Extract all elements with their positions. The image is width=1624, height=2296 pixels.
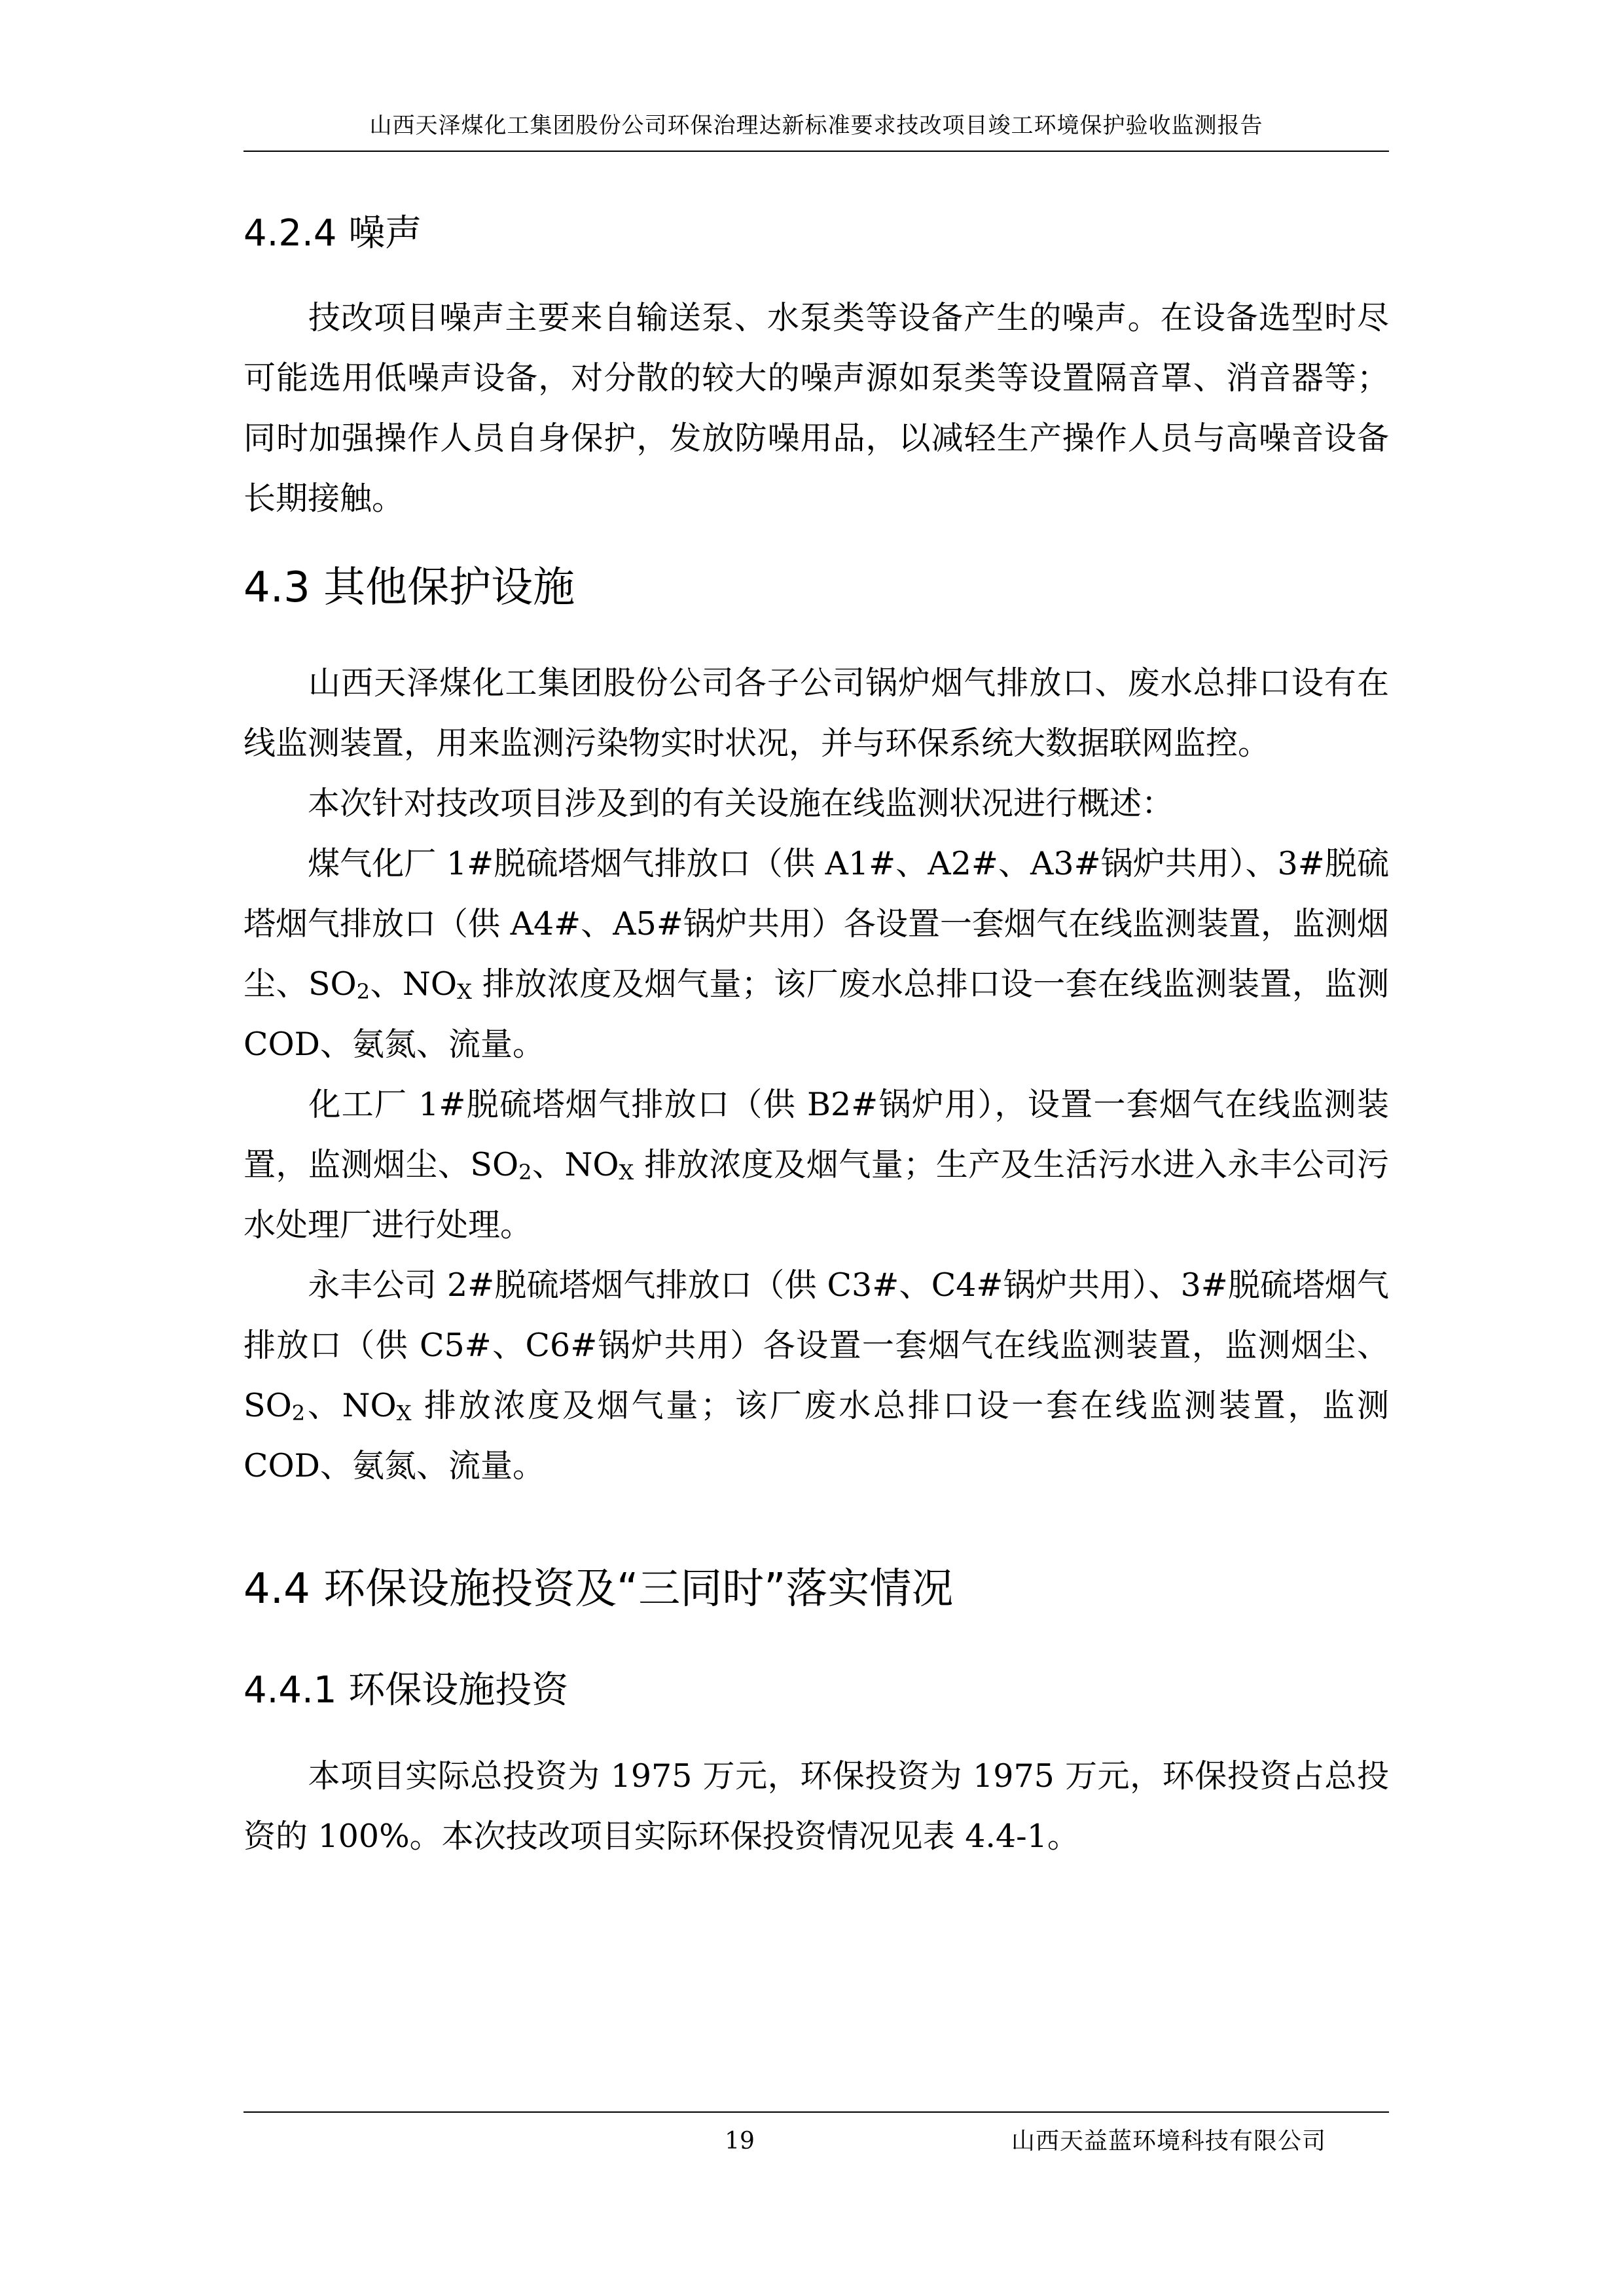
- footer-company: 山西天益蓝环境科技有限公司: [1011, 2128, 1327, 2155]
- paragraph-chemical-plant: 化工厂 1#脱硫塔烟气排放口（供 B2#锅炉用），设置一套烟气在线监测装置，监测烟尘、$SO_2$、$NO_X$ 排放浓度及烟气量；生产及生活污水进入永丰公司污水处理厂进行处理。: [244, 1086, 1390, 1244]
- heading-4-4: 4.4 环保设施投资及“三同时”落实情况: [244, 1565, 954, 1613]
- paragraph-gasification-plant: 煤气化厂 1#脱硫塔烟气排放口（供 A1#、A2#、A3#锅炉共用）、3#脱硫塔烟气排放口（供 A4#、A5#锅炉共用）各设置一套烟气在线监测装置，监测烟尘、$SO_2$、$NO_X$ 排放浓度及烟气量；该厂废水总排口设一套在线监测装置，监测 COD、氨氮、流量。: [244, 845, 1390, 1063]
- paragraph-investment: 本项目实际总投资为 1975 万元，环保投资为 1975 万元，环保投资占总投资的 100%。本次技改项目实际环保投资情况见表 4.4-1。: [244, 1757, 1389, 1855]
- page-number: 19: [725, 2128, 755, 2155]
- paragraph-overview-intro: 本次针对技改项目涉及到的有关设施在线监测状况进行概述：: [308, 785, 1174, 822]
- paragraph-noise: 技改项目噪声主要来自输送泵、水泵类等设备产生的噪声。在设备选型时尽可能选用低噪声设备，对分散的较大的噪声源如泵类等设置隔音罩、消音器等；同时加强操作人员自身保护，发放防噪用品，以减轻生产操作人员与高噪音设备长期接触。: [244, 299, 1389, 517]
- paragraph-online-monitoring: 山西天泽煤化工集团股份公司各子公司锅炉烟气排放口、废水总排口设有在线监测装置，用来监测污染物实时状况，并与环保系统大数据联网监控。: [244, 664, 1389, 762]
- paragraph-yongfeng-company: 永丰公司 2#脱硫塔烟气排放口（供 C3#、C4#锅炉共用）、3#脱硫塔烟气排放口（供 C5#、C6#锅炉共用）各设置一套烟气在线监测装置，监测烟尘、$SO_2$、$NO_X$ 排放浓度及烟气量；该厂废水总排口设一套在线监测装置，监测 COD、氨氮、流量。: [244, 1266, 1390, 1484]
- heading-4-4-1: 4.4.1 环保设施投资: [244, 1669, 569, 1712]
- heading-4-3: 4.3 其他保护设施: [244, 564, 575, 612]
- heading-4-2-4: 4.2.4 噪声: [244, 212, 422, 255]
- header-rule: [244, 151, 1389, 152]
- footer-rule: [244, 2111, 1389, 2113]
- running-header: 山西天泽煤化工集团股份公司环保治理达新标准要求技改项目竣工环境保护验收监测报告: [369, 113, 1263, 139]
